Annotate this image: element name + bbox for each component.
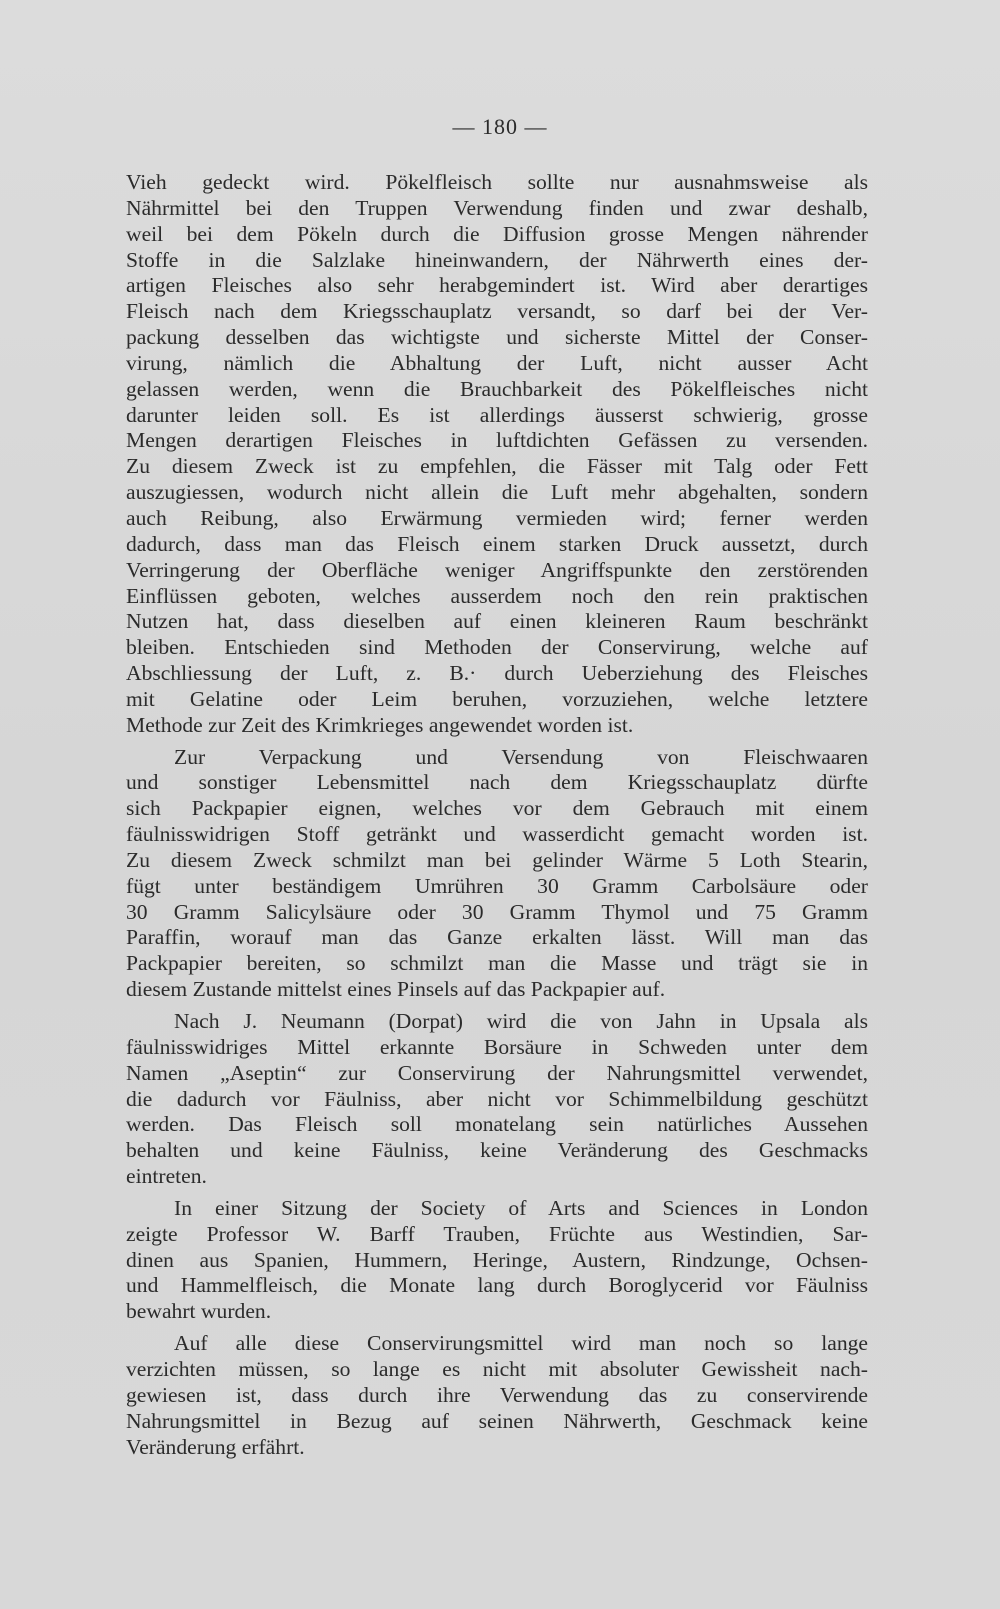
text-line: fäulnisswidrigen Stoff getränkt und wasserdicht gemacht worden ist. xyxy=(126,822,868,847)
text-line: In einer Sitzung der Society of Arts and Sciences in London xyxy=(174,1195,868,1220)
text-line: behalten und keine Fäulniss, keine Veränderung des Geschmacks xyxy=(126,1138,868,1163)
text-line: Nach J. Neumann (Dorpat) wird die von Jahn in Upsala als xyxy=(174,1009,868,1033)
text-line: fäulnisswidriges Mittel erkannte Borsäure in Schweden unter dem xyxy=(126,1034,868,1059)
text-line: Mengen derartigen Fleisches in luftdichten Gefässen zu versenden. xyxy=(126,428,868,453)
text-line: sich Packpapier eignen, welches vor dem Gebrauch mit einem xyxy=(126,796,868,821)
text-line: weil bei dem Pökeln durch die Diffusion grosse Mengen nährender xyxy=(126,221,868,246)
text-line: Methode zur Zeit des Krimkrieges angewendet worden ist. xyxy=(126,712,634,737)
text-line: Veränderung erfährt. xyxy=(126,1434,305,1459)
paragraph xyxy=(126,745,868,1003)
text-line: Verringerung der Oberfläche weniger Angriffspunkte den zerstörenden xyxy=(126,557,868,582)
text-line: gelassen werden, wenn die Brauchbarkeit des Pökelfleisches nicht xyxy=(126,376,868,401)
text-line: mit Gelatine oder Leim beruhen, vorzuziehen, welche letztere xyxy=(126,686,868,711)
text-line: auch Reibung, also Erwärmung vermieden wird; ferner werden xyxy=(126,505,868,530)
text-line: dadurch, dass man das Fleisch einem starken Druck aussetzt, durch xyxy=(126,531,868,556)
text-line: Paraffin, worauf man das Ganze erkalten lässt. Will man das xyxy=(126,925,868,950)
text-line: gewiesen ist, dass durch ihre Verwendung das zu conservirende xyxy=(126,1382,868,1407)
text-line: Nährmittel bei den Truppen Verwendung finden und zwar deshalb, xyxy=(126,195,868,220)
text-line: packung desselben das wichtigste und sicherste Mittel der Conser- xyxy=(126,325,868,350)
body-text xyxy=(126,170,868,1460)
text-line: bleiben. Entschieden sind Methoden der Conservirung, welche auf xyxy=(126,635,868,660)
text-line: und sonstiger Lebensmittel nach dem Kriegsschauplatz dürfte xyxy=(126,770,868,795)
text-line: auszugiessen, wodurch nicht allein die Luft mehr abgehalten, sondern xyxy=(126,480,868,505)
page-number: — 180 — xyxy=(452,114,548,139)
text-line: Zu diesem Zweck ist zu empfehlen, die Fässer mit Talg oder Fett xyxy=(126,454,868,479)
text-line: 30 Gramm Salicylsäure oder 30 Gramm Thymol und 75 Gramm xyxy=(126,899,868,924)
text-line: Zu diesem Zweck schmilzt man bei gelinder Wärme 5 Loth Stearin, xyxy=(126,847,868,872)
text-line: Auf alle diese Conservirungsmittel wird man noch so lange xyxy=(174,1331,868,1356)
text-line: artigen Fleisches also sehr herabgemindert ist. Wird aber derartiges xyxy=(126,273,868,298)
paragraph xyxy=(126,1196,868,1325)
text-line: Zur Verpackung und Versendung von Fleischwaaren xyxy=(174,744,868,769)
text-line: Packpapier bereiten, so schmilzt man die Masse und trägt sie in xyxy=(126,951,868,976)
text-line: und Hammelfleisch, die Monate lang durch Boroglycerid vor Fäulniss xyxy=(126,1273,868,1298)
text-line: fügt unter beständigem Umrühren 30 Gramm Carbolsäure oder xyxy=(126,873,868,898)
text-line: zeigte Professor W. Barff Trauben, Früchte aus Westindien, Sar- xyxy=(126,1221,868,1246)
paragraph xyxy=(126,170,868,739)
text-line: Stoffe in die Salzlake hineinwandern, der Nährwerth eines der- xyxy=(126,247,868,272)
text-line: bewahrt wurden. xyxy=(126,1299,272,1324)
text-line: Fleisch nach dem Kriegsschauplatz versandt, so darf bei der Ver- xyxy=(126,299,868,324)
text-line: werden. Das Fleisch soll monatelang sein natürliches Aussehen xyxy=(126,1112,868,1137)
text-line: darunter leiden soll. Es ist allerdings äusserst schwierig, grosse xyxy=(126,402,868,427)
text-line: die dadurch vor Fäulniss, aber nicht vor Schimmelbildung geschützt xyxy=(126,1086,868,1111)
text-line: dinen aus Spanien, Hummern, Heringe, Austern, Rindzunge, Ochsen- xyxy=(126,1247,868,1272)
paragraph xyxy=(126,1331,868,1460)
paragraph xyxy=(126,1009,868,1190)
text-line: Namen „Aseptin“ zur Conservirung der Nahrungsmittel verwendet, xyxy=(126,1060,868,1085)
text-line: Abschliessung der Luft, z. B.· durch Ueberziehung des Fleisches xyxy=(126,661,868,686)
text-line: Einflüssen geboten, welches ausserdem noch den rein praktischen xyxy=(126,583,868,608)
text-line: Vieh gedeckt wird. Pökelfleisch sollte nur ausnahmsweise als xyxy=(126,170,868,194)
text-line: Nutzen hat, dass dieselben auf einen kleineren Raum beschränkt xyxy=(126,609,868,634)
text-line: verzichten müssen, so lange es nicht mit absoluter Gewissheit nach- xyxy=(126,1356,868,1381)
text-line: virung, nämlich die Abhaltung der Luft, nicht ausser Acht xyxy=(126,350,868,375)
text-line: Nahrungsmittel in Bezug auf seinen Nährwerth, Geschmack keine xyxy=(126,1408,868,1433)
text-line: diesem Zustande mittelst eines Pinsels auf das Packpapier auf. xyxy=(126,977,666,1002)
text-line: eintreten. xyxy=(126,1164,207,1189)
